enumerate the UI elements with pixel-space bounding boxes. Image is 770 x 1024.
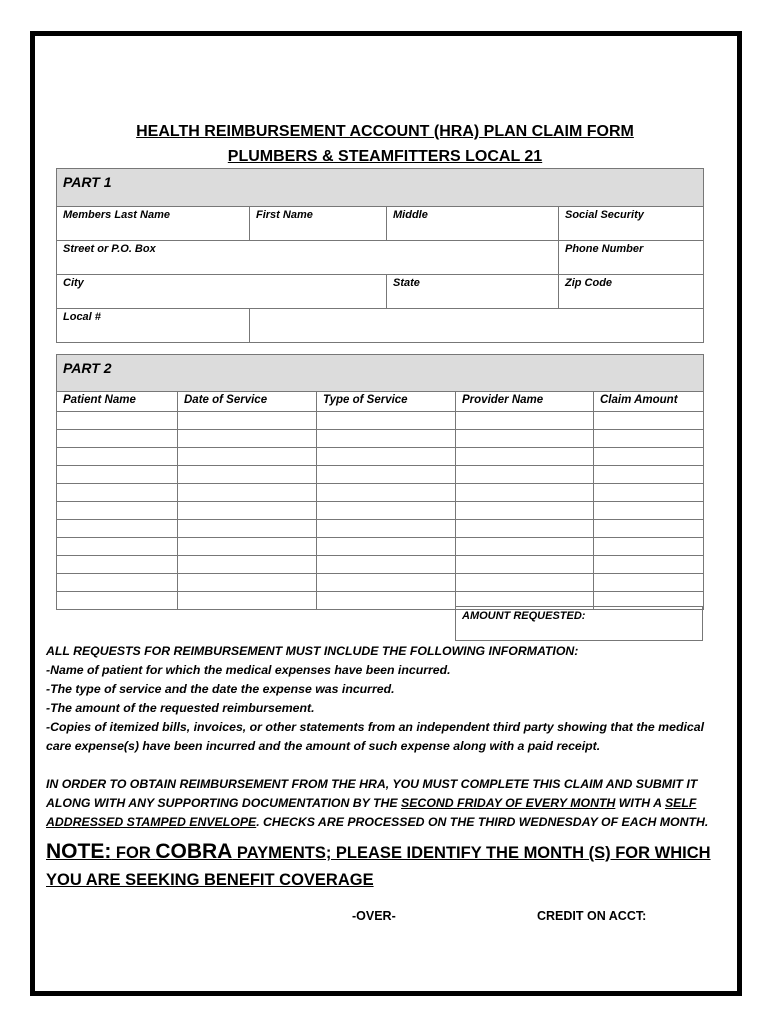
cobra-note <box>46 838 726 894</box>
provider-name-cell[interactable] <box>456 574 594 592</box>
patient-name-cell[interactable] <box>57 412 178 430</box>
column-header-type-of-service: Type of Service <box>317 392 456 412</box>
claim-row <box>57 538 704 556</box>
date-of-service-cell[interactable] <box>178 448 317 466</box>
claim-amount-cell[interactable] <box>594 484 704 502</box>
type-of-service-cell[interactable] <box>317 592 456 610</box>
part1-heading: PART 1 <box>57 169 704 207</box>
credit-on-account-label: CREDIT ON ACCT: <box>537 909 647 923</box>
claim-amount-cell[interactable] <box>594 466 704 484</box>
claim-amount-cell[interactable] <box>594 556 704 574</box>
claim-amount-cell[interactable] <box>594 574 704 592</box>
type-of-service-cell[interactable] <box>317 466 456 484</box>
part2-heading: PART 2 <box>57 355 704 392</box>
amount-requested-field[interactable]: AMOUNT REQUESTED: <box>455 606 703 641</box>
claim-row <box>57 430 704 448</box>
patient-name-cell[interactable] <box>57 520 178 538</box>
form-title: HEALTH REIMBURSEMENT ACCOUNT (HRA) PLAN CLAIM FORM <box>136 123 634 140</box>
phone-number-field[interactable]: Phone Number <box>559 241 704 275</box>
social-security-field[interactable]: Social Security <box>559 207 704 241</box>
claim-row <box>57 412 704 430</box>
date-of-service-cell[interactable] <box>178 538 317 556</box>
requirement-item: -Name of patient for which the medical expenses have been incurred. <box>46 663 451 677</box>
date-of-service-cell[interactable] <box>178 574 317 592</box>
provider-name-cell[interactable] <box>456 556 594 574</box>
column-header-date-of-service: Date of Service <box>178 392 317 412</box>
first-name-field[interactable]: First Name <box>250 207 387 241</box>
type-of-service-cell[interactable] <box>317 538 456 556</box>
patient-name-cell[interactable] <box>57 484 178 502</box>
type-of-service-cell[interactable] <box>317 412 456 430</box>
type-of-service-cell[interactable] <box>317 520 456 538</box>
column-header-claim-amount: Claim Amount <box>594 392 704 412</box>
date-of-service-cell[interactable] <box>178 520 317 538</box>
zip-code-field[interactable]: Zip Code <box>559 275 704 309</box>
provider-name-cell[interactable] <box>456 412 594 430</box>
date-of-service-cell[interactable] <box>178 592 317 610</box>
requirements-section <box>46 642 726 756</box>
claim-row <box>57 466 704 484</box>
local-number-field[interactable] <box>250 309 704 343</box>
requirement-item: -Copies of itemized bills, invoices, or other statements from an independent third party showing that the medical care expense(s) have been incurred and the amount of such expense along with a paid receipt. <box>46 720 704 753</box>
patient-name-cell[interactable] <box>57 574 178 592</box>
claim-row <box>57 484 704 502</box>
type-of-service-cell[interactable] <box>317 502 456 520</box>
over-label: -OVER- <box>352 909 396 923</box>
date-of-service-cell[interactable] <box>178 502 317 520</box>
provider-name-cell[interactable] <box>456 484 594 502</box>
date-of-service-cell[interactable] <box>178 466 317 484</box>
submission-instructions <box>46 775 726 832</box>
state-field[interactable]: State <box>387 275 559 309</box>
claim-amount-cell[interactable] <box>594 430 704 448</box>
requirement-item: -The type of service and the date the expense was incurred. <box>46 682 395 696</box>
instructions-text: . CHECKS ARE PROCESSED ON THE THIRD WEDNESDAY OF EACH MONTH. <box>256 815 709 829</box>
provider-name-cell[interactable] <box>456 466 594 484</box>
claim-row <box>57 502 704 520</box>
requirement-item: -The amount of the requested reimbursement. <box>46 701 315 715</box>
type-of-service-cell[interactable] <box>317 574 456 592</box>
street-field[interactable]: Street or P.O. Box <box>57 241 559 275</box>
claim-amount-cell[interactable] <box>594 412 704 430</box>
column-header-provider-name: Provider Name <box>456 392 594 412</box>
part1-table <box>56 168 704 343</box>
claim-row <box>57 520 704 538</box>
provider-name-cell[interactable] <box>456 430 594 448</box>
patient-name-cell[interactable] <box>57 448 178 466</box>
members-last-name-field[interactable]: Members Last Name <box>57 207 250 241</box>
note-text: FOR <box>111 844 156 862</box>
provider-name-cell[interactable] <box>456 502 594 520</box>
claim-amount-cell[interactable] <box>594 538 704 556</box>
requirements-heading: ALL REQUESTS FOR REIMBURSEMENT MUST INCLUDE THE FOLLOWING INFORMATION: <box>46 644 579 658</box>
local-number-label: Local # <box>57 309 250 343</box>
instructions-text: WITH A <box>615 796 665 810</box>
form-subtitle: PLUMBERS & STEAMFITTERS LOCAL 21 <box>227 148 543 165</box>
type-of-service-cell[interactable] <box>317 556 456 574</box>
type-of-service-cell[interactable] <box>317 448 456 466</box>
deadline-text: SECOND FRIDAY OF EVERY MONTH <box>401 796 616 810</box>
note-text: PAYMENTS; PLEASE IDENTIFY THE MONTH (S) FOR WHICH YOU ARE SEEKING BENEFIT COVERAGE <box>46 844 711 889</box>
claim-amount-cell[interactable] <box>594 448 704 466</box>
instructions-text: IN ORDER TO OBTAIN REIMBURSEMENT FROM THE HRA, YOU MUST COMPLETE THIS CLAIM AND SUBMIT IT ALONG WITH ANY SUPPORTING DOCUMENTATION BY THE <box>46 777 698 810</box>
patient-name-cell[interactable] <box>57 538 178 556</box>
patient-name-cell[interactable] <box>57 466 178 484</box>
note-label: NOTE: <box>46 840 112 863</box>
claim-amount-cell[interactable] <box>594 520 704 538</box>
claim-row <box>57 574 704 592</box>
column-header-patient-name: Patient Name <box>57 392 178 412</box>
provider-name-cell[interactable] <box>456 538 594 556</box>
middle-name-field[interactable]: Middle <box>387 207 559 241</box>
cobra-text: COBRA <box>155 840 233 863</box>
date-of-service-cell[interactable] <box>178 430 317 448</box>
date-of-service-cell[interactable] <box>178 412 317 430</box>
patient-name-cell[interactable] <box>57 430 178 448</box>
patient-name-cell[interactable] <box>57 592 178 610</box>
claim-row <box>57 448 704 466</box>
type-of-service-cell[interactable] <box>317 430 456 448</box>
patient-name-cell[interactable] <box>57 556 178 574</box>
provider-name-cell[interactable] <box>456 448 594 466</box>
claim-amount-cell[interactable] <box>594 502 704 520</box>
part2-table <box>56 354 704 610</box>
sase-text: SELF ADDRESSED STAMPED ENVELOPE <box>46 796 697 829</box>
date-of-service-cell[interactable] <box>178 484 317 502</box>
date-of-service-cell[interactable] <box>178 556 317 574</box>
provider-name-cell[interactable] <box>456 520 594 538</box>
type-of-service-cell[interactable] <box>317 484 456 502</box>
city-field[interactable]: City <box>57 275 387 309</box>
claim-row <box>57 556 704 574</box>
patient-name-cell[interactable] <box>57 502 178 520</box>
